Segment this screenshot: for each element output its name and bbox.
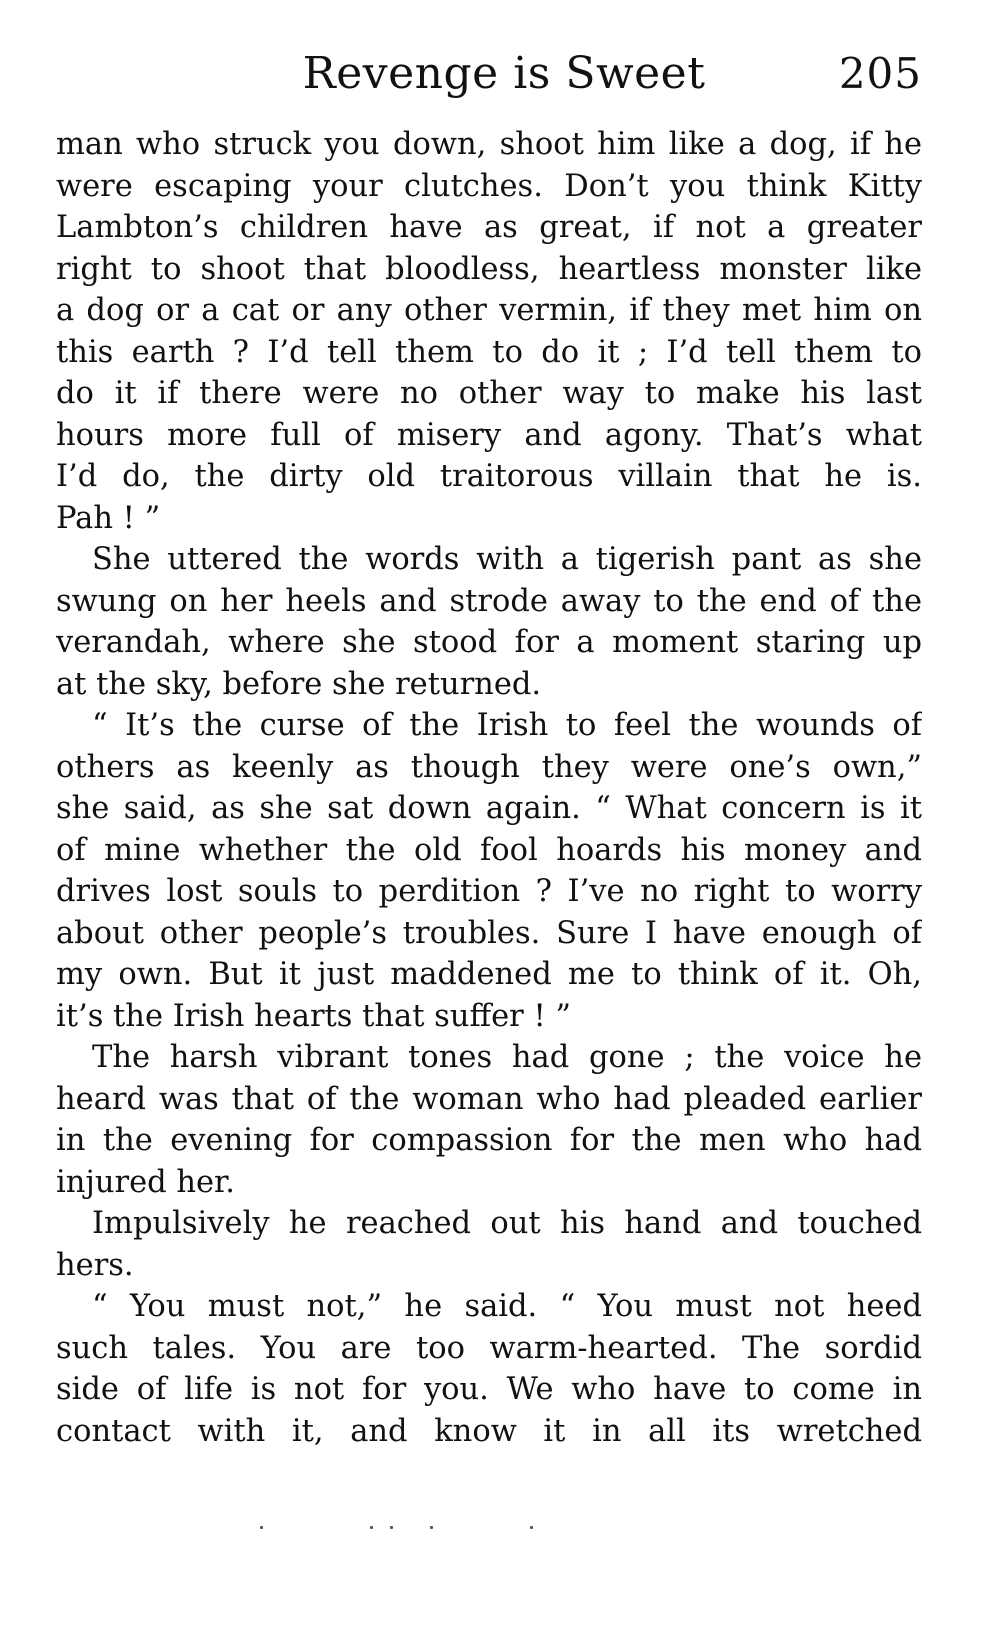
- text-line: of mine whether the old fool hoards his money and: [56, 832, 922, 868]
- text-line: I’d do, the dirty old traitorous villain that he is.: [56, 459, 922, 494]
- text-line: do it if there were no other way to make his last: [56, 376, 922, 411]
- text-line: man who struck you down, shoot him like a dog, if he: [56, 127, 922, 162]
- text-line: drives lost souls to perdition ? I’ve no right to worry: [56, 874, 922, 909]
- text-line: it’s the Irish hearts that suffer ! ”: [56, 998, 572, 1034]
- text-line: hours more full of misery and agony. That’s what: [56, 417, 922, 453]
- text-line: right to shoot that bloodless, heartless monster like: [56, 251, 922, 287]
- text-line: side of life is not for you. We who have to come in: [56, 1372, 922, 1407]
- text-line: hers.: [56, 1247, 134, 1283]
- text-line: at the sky, before she returned.: [56, 666, 542, 702]
- running-head: [56, 44, 922, 104]
- text-line: such tales. You are too warm-hearted. The sordid: [56, 1330, 922, 1366]
- text-line: in the evening for compassion for the men who had: [56, 1123, 922, 1158]
- text-line: my own. But it just maddened me to think of it. Oh,: [56, 957, 922, 992]
- text-line: were escaping your clutches. Don’t you think Kitty: [56, 168, 922, 204]
- text-line: this earth ? I’d tell them to do it ; I’d tell them to: [56, 334, 922, 370]
- paragraph-first-line: She uttered the words with a tigerish pant as she: [92, 542, 922, 577]
- text-line: heard was that of the woman who had pleaded earlier: [56, 1081, 922, 1117]
- text-line: swung on her heels and strode away to the end of the: [56, 583, 922, 619]
- text-line: injured her.: [56, 1164, 235, 1200]
- running-title: Revenge is Sweet: [302, 48, 706, 99]
- body-text: [56, 124, 922, 1452]
- cut-off-next-line-marks: [260, 1526, 540, 1532]
- text-line: Pah ! ”: [56, 500, 161, 536]
- text-line: she said, as she sat down again. “ What concern is it: [56, 791, 922, 826]
- paragraph-first-line: The harsh vibrant tones had gone ; the voice he: [92, 1040, 922, 1075]
- text-line: verandah, where she stood for a moment staring up: [56, 625, 922, 660]
- text-line: a dog or a cat or any other vermin, if they met him on: [56, 293, 922, 328]
- text-line: about other people’s troubles. Sure I have enough of: [56, 915, 922, 951]
- paragraph-first-line: “ It’s the curse of the Irish to feel the wounds of: [92, 708, 922, 743]
- text-line: Lambton’s children have as great, if not a greater: [56, 210, 922, 245]
- text-line: contact with it, and know it in all its wretched: [56, 1413, 922, 1449]
- text-line: others as keenly as though they were one’s own,”: [56, 749, 922, 785]
- page-number: 205: [838, 49, 922, 98]
- paragraph-first-line: Impulsively he reached out his hand and touched: [92, 1206, 922, 1241]
- paragraph-first-line: “ You must not,” he said. “ You must not heed: [92, 1289, 922, 1324]
